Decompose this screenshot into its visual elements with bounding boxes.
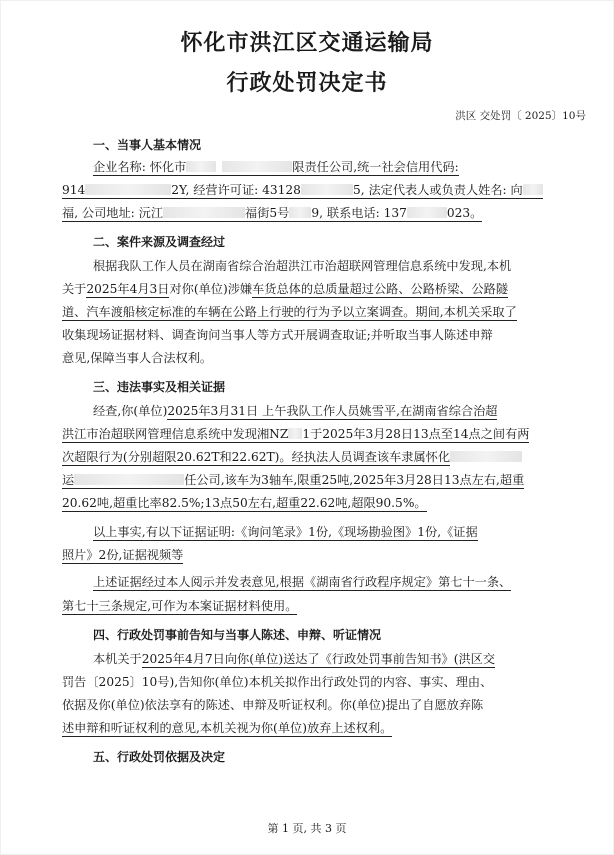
text: 次超限行为(分别超限20.62T和22.62T)。经执法人员调查该车隶属怀化 xyxy=(62,450,451,464)
credit-code-start: 914 xyxy=(62,183,86,197)
redaction xyxy=(301,184,353,195)
section1-line1-b: 限责任公司,统一社会信用代码: xyxy=(292,160,459,174)
name-tail: 福 xyxy=(62,206,75,220)
section2-heading: 二、案件来源及调查经过 xyxy=(93,235,226,249)
section2-line1: 根据我队工作人员在湖南省综合治超洪江市治超联网管理信息系统中发现,本机 xyxy=(93,259,512,273)
overload-stats: 20.62吨,超重比率82.5%;13点50左右,超重22.62吨,超限90.5%。 xyxy=(62,496,427,510)
plate-text: 洪江市治超联网管理信息系统中发现湘NZ xyxy=(62,427,289,441)
evidence-list: 以上事实,有以下证据证明:《询问笔录》1份,《现场勘验图》1份,《证据 xyxy=(93,525,478,539)
address-street: 福街5号 xyxy=(245,206,290,220)
evidence-list-cont: 照片》2份,证据视频等 xyxy=(62,548,184,562)
discovery-details: 2025年3月31日 上午我队工作人员姚雪平,在湖南省综合治超 xyxy=(167,404,498,418)
text: 经查,你(单位) xyxy=(93,404,168,418)
section3-line7 xyxy=(62,547,183,563)
section3-line6 xyxy=(93,524,478,540)
section4-line3: 依据及你(单位)依法享有的陈述、申辩及听证权利。你(单位)提出了自愿放弃陈 xyxy=(62,698,484,712)
phone-tail: 023。 xyxy=(446,206,483,220)
section2-line5: 意见,保障当事人合法权利。 xyxy=(62,351,213,365)
document-title-agency: 怀化市洪江区交通运输局 xyxy=(180,31,434,56)
text: 对你(单位)涉嫌 xyxy=(169,282,253,296)
section3-line1 xyxy=(93,403,497,419)
section4-line4 xyxy=(62,720,392,736)
section4-line1 xyxy=(93,651,495,667)
text: 上述证据经过本人阅示并发表意见,根据《湖南省行政程序规定》第七十一条、 xyxy=(93,575,512,589)
section3-heading: 三、违法事实及相关证据 xyxy=(93,380,226,394)
section1-line2 xyxy=(62,182,543,198)
text: 述申辩和听证权利的意见,本机关视为你(单位)放弃上述权利。 xyxy=(62,721,393,735)
section4-heading: 四、行政处罚事前告知与当事人陈述、申辩、听证情况 xyxy=(93,628,382,642)
legal-rep-text: 5, 法定代表人或负责人姓名: 向 xyxy=(352,183,523,197)
text: 道、汽车渡船核定标准的车辆在公路上行驶的行为予以立案调查。期间,本机关采取了 xyxy=(62,305,517,319)
redaction xyxy=(288,428,302,439)
vehicle-details: 任公司,该车为3轴车,限重25吨,2025年3月28日13点左右,超重 xyxy=(184,473,525,487)
section3-line9 xyxy=(62,598,297,614)
violation-description: 车货总体的总质量超过公路、公路桥梁、公路隧 xyxy=(252,282,509,296)
text: 第七十三条规定,可作为本案证据材料使用。 xyxy=(62,599,298,613)
filing-date: 2025年4月3日 xyxy=(86,282,170,296)
section1-line1-a: 企业名称: 怀化市 xyxy=(93,160,187,174)
phone-label: 9, 联系电话: 137 xyxy=(311,206,407,220)
section2-line4: 收集现场证据材料、调查询问当事人等方式开展调查取证;并听取当事人陈述申辩 xyxy=(62,328,493,342)
section1-line3 xyxy=(62,205,482,221)
address-label: , 公司地址: 沅江 xyxy=(74,206,164,220)
notice-date: 2025年4月7日 xyxy=(141,652,225,666)
section2-line2 xyxy=(62,281,508,297)
section3-line4 xyxy=(62,472,524,488)
redaction xyxy=(289,207,311,218)
section3-line3 xyxy=(62,449,522,465)
redaction xyxy=(450,451,522,462)
redaction xyxy=(407,207,447,218)
section1-heading: 一、当事人基本情况 xyxy=(93,138,202,152)
section5-heading: 五、行政处罚依据及决定 xyxy=(93,750,226,764)
text: 本机关于 xyxy=(93,652,142,666)
text: 向你(单位)送达了《行政处罚事前告知书》(洪区交 xyxy=(224,652,496,666)
redaction xyxy=(163,207,245,218)
text: 关于 xyxy=(62,282,87,296)
document-number: 洪区 交处罚〔 2025〕10号 xyxy=(455,110,586,122)
redaction xyxy=(222,161,292,172)
redaction xyxy=(523,184,543,195)
section1-line1 xyxy=(93,159,459,175)
redaction xyxy=(74,474,184,485)
section3-line2 xyxy=(62,426,529,442)
section2-line3 xyxy=(62,304,517,320)
document-title-type: 行政处罚决定书 xyxy=(226,71,388,96)
page-number: 第 1 页, 共 3 页 xyxy=(267,822,347,835)
license-text: 2Y, 经营许可证: 43128 xyxy=(171,183,301,197)
section4-line2: 罚告〔2025〕10号),告知你(单位)本机关拟作出行政处罚的内容、事实、理由、 xyxy=(62,675,493,689)
redaction xyxy=(186,161,216,172)
section3-line8 xyxy=(93,574,511,590)
text: 运 xyxy=(62,473,75,487)
violation-time: 1于2025年3月28日13点至14点之间有两 xyxy=(302,427,530,441)
redaction xyxy=(85,184,171,195)
section3-line5 xyxy=(62,495,427,511)
